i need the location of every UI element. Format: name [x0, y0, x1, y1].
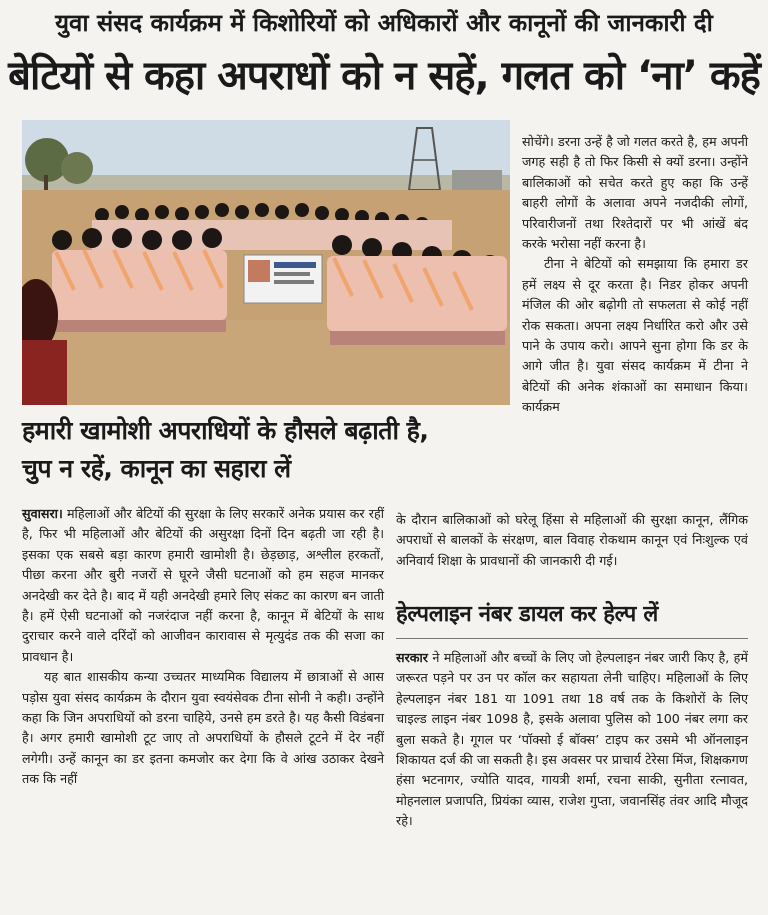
paragraph: सोचेंगे। डरना उन्हें है जो गलत करते है, हम अपनी जगह सही है तो फिर किसी से क्यों डरना। उन्होंने बालिकाओं को सचेत करते हुए कहा कि उन्हें बाहरी लोगों के अलावा अपने नजदीकी लोगों, परिवारीजनों तथा रिश्तेदारों पर भी आंखें बंद करके भरोसा नहीं करना है।: [522, 134, 748, 252]
left-column: [22, 504, 384, 790]
sub-headline-line-1: हमारी खामोशी अपराधियों के हौसले बढ़ाती है,: [22, 416, 429, 445]
paragraph: ने महिलाओं और बच्चों के लिए जो हेल्पलाइन नंबर जारी किए है, हमें जरूरत पड़ने पर उन पर कॉल कर सहायता लेनी चाहिए। महिलाओं के लिए हेल्पलाइन नंबर 181 या 1091 तथा 18 वर्ष तक के किशोरों के लिए चाइल्ड लाइन नंबर 1098 है, इसके अलावा पुलिस को 100 नंबर लगा कर बुला सकते है। गूगल पर ‘पॉक्सो ई बॉक्स’ टाइप कर उसमे भी ऑनलाइन शिकायत दर्ज की जा सकती है। इस अवसर पर प्राचार्य टेरेसा मिंज, शिक्षकगण हंसा भटनागर, ज्योति यादव, गायत्री शर्मा, रचना साकी, सुनीता रत्नावत, मोहनलाल प्रजापति, प्रियंका व्यास, राजेश गुप्ता, जवानसिंह तंवर आदि मौजूद रहे।: [396, 650, 748, 829]
paragraph: महिलाओं और बेटियों की सुरक्षा के लिए सरकारें अनेक प्रयास कर रहीं है, फिर भी महिलाओं और बेटियों की असुरक्षा दिनों दिन बढ़ती जा रही है। इसका एक सबसे बड़ा कारण हमारी खामोशी है। छेड़छाड़, अश्लील हरकतों, पीछा करना और बुरी नजरों से घूरने जैसी घटनाओं को हम सहज मानकर अनदेखी कर देते है। बाद में यही अनदेखी हमारे लिए संकट का कारण बन जाती है। हमें ऐसी घटनाओं को नजरंदाज नहीं करना है, कानून में बेटियों के साथ दुराचार करने वाले दरिंदों को आजीवन कारावास से मृत्युदंड तक की सजा का प्रावधान है।: [22, 506, 384, 664]
paragraph: टीना ने बेटियों को समझाया कि हमारा डर हमें लक्ष्य से दूर करता है। निडर होकर अपनी मंजिल की ओर बढ़ोगी तो सफलता से कोई नहीं रोक सकता। अपना लक्ष्य निर्धारित करो और उसे पाने के उपाय करो। आपने सुना होगा कि डर के आगे जीत है। युवा संसद कार्यक्रम में टीना ने बेटियों की अनेक शंकाओं का समाधान किया। कार्यक्रम: [522, 256, 748, 415]
mid-column-text: [396, 510, 748, 571]
helpline-heading: हेल्पलाइन नंबर डायल कर हेल्प लें: [396, 602, 658, 627]
paragraph: यह बात शासकीय कन्या उच्चतर माध्यमिक विद्यालय में छात्राओं से आस पड़ोस युवा संसद कार्यक्रम के दौरान युवा स्वयंसेवक टीना सोनी ने कही। उन्होंने कहा कि जिन अपराधियों को डरना चाहिये, उनसे हम डरते है। यह कैसी विडंबना है। अगर हमारी खामोशी टूट जाए तो अपराधियों के हौसले टूटने में देर नहीं लगेगी। उन्हें कानून का डर इतना कमजोर कर देगा कि वे आंख उठाकर देखने तक कि नहीं: [22, 669, 384, 787]
dateline: सुवासरा।: [22, 506, 63, 521]
section-lead-word: सरकार: [396, 650, 428, 665]
students-photo-illustration: [22, 120, 510, 405]
sub-headline: [22, 412, 502, 488]
divider: [396, 638, 748, 639]
helpline-section: [396, 648, 748, 832]
right-column-top: [522, 132, 748, 418]
main-headline: बेटियों से कहा अपराधों को न सहें, गलत को ‘ना’ कहें: [8, 53, 760, 99]
paragraph: के दौरान बालिकाओं को घरेलू हिंसा से महिलाओं की सुरक्षा कानून, लैंगिक अपराधों से बालकों के संरक्षण, बाल विवाह रोकथाम कानून एवं निःशुल्क एवं अनिवार्य शिक्षा के प्रावधानों की जानकारी दी गई।: [396, 512, 748, 568]
kicker-headline: युवा संसद कार्यक्रम में किशोरियों को अधिकारों और कानूनों की जानकारी दी: [55, 9, 713, 37]
group-photo: [22, 120, 510, 405]
sub-headline-line-2: चुप न रहें, कानून का सहारा लें: [22, 454, 291, 483]
